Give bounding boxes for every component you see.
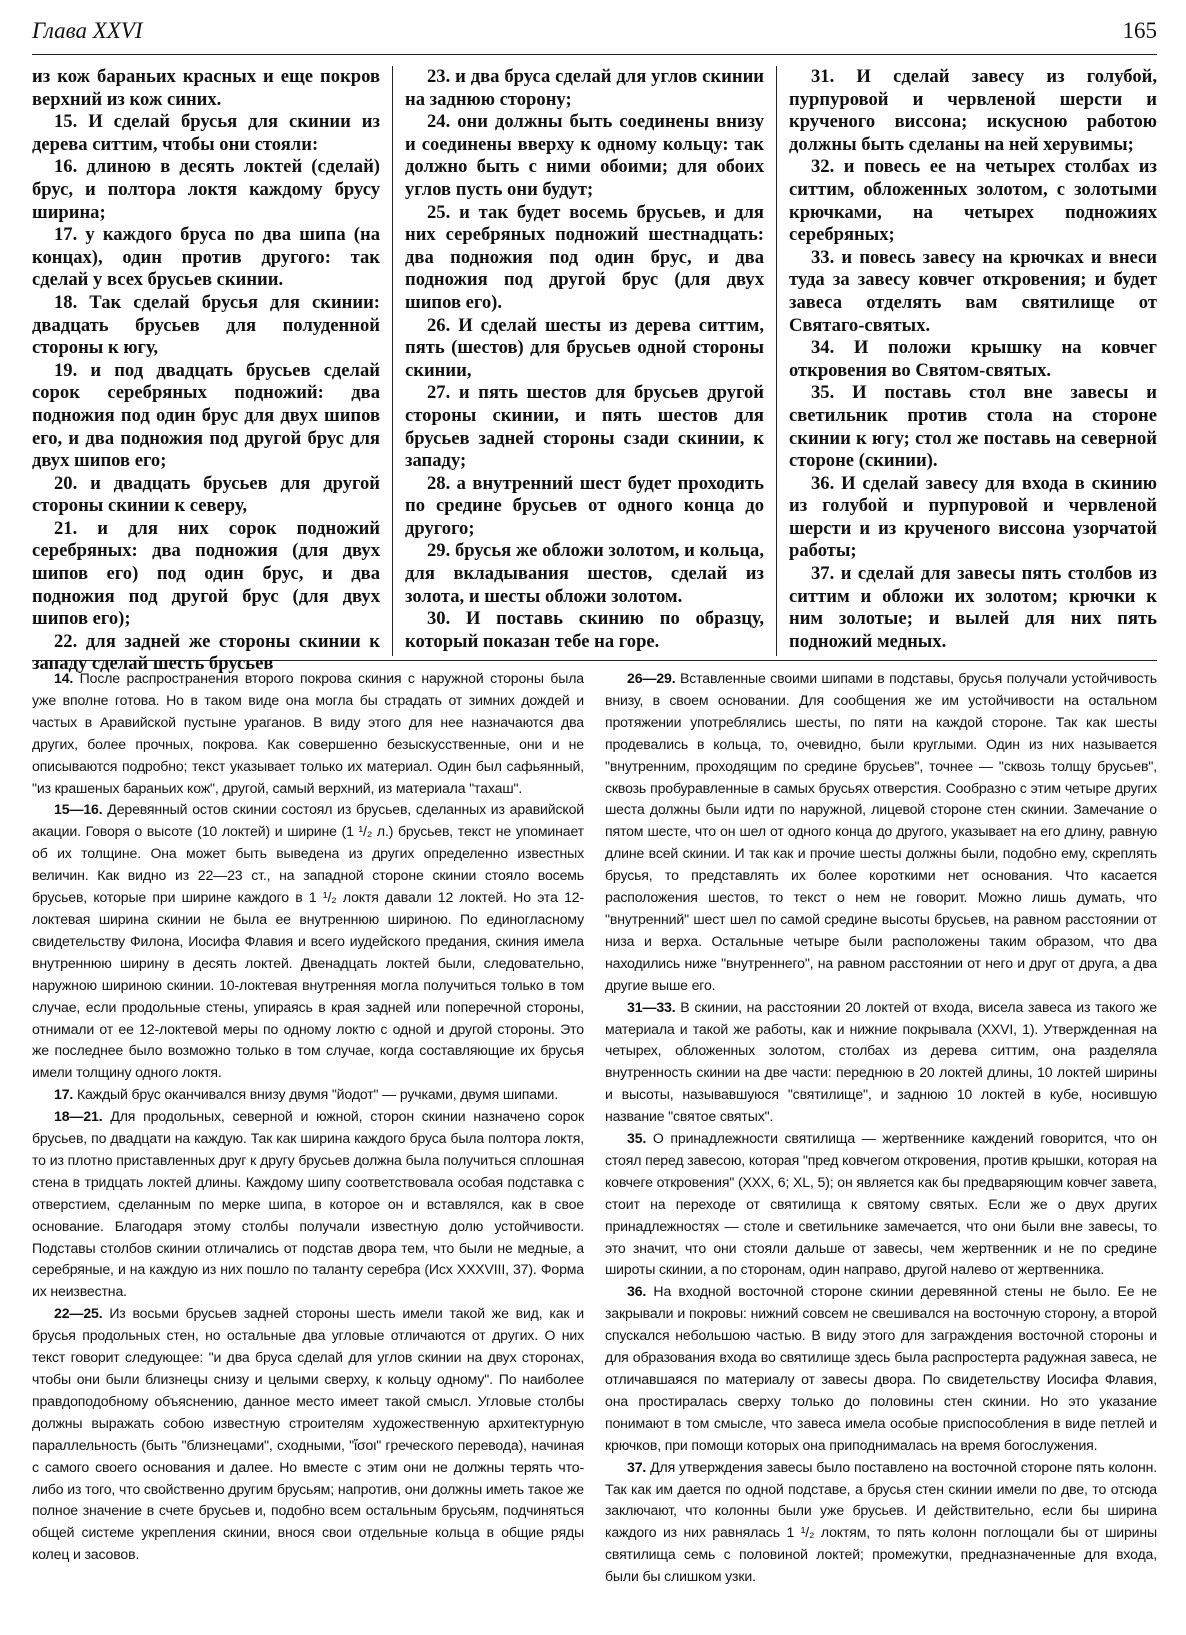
section-divider <box>32 660 1157 661</box>
verse-text: 34. И положи крышку на ковчег откровения во Святом-святых. <box>789 337 1157 381</box>
commentary-paragraph <box>605 1457 1157 1588</box>
verse-ref: 31—33. <box>627 998 676 1015</box>
verse-text: 18. Так сделай брусья для скинии: двадцать брусьев для полуденной стороны к югу, <box>32 291 380 359</box>
commentary-text: Для продольных, северной и южной, сторон скинии назначено сорок брусьев, по двадцати на каждую. Так как ширина каждого бруса была полтора локтя, то из плотно приставленных друг к другу брусьев должна была получиться сплошная стена в тридцать локтей длины. Каждому шипу соответствовала особая подставка с отверстием, сделанным по мерке шипа, в которое он и вставлялся, как в свое основание. Благодаря этому столбы получали известную долю устойчивости. Подставы столбов скинии отличались от подстав двора тем, что были не медные, а серебряные, и на каждую из них пошло по таланту серебра (Исх XXXVIII, 37). Форма их неизвестна. <box>32 1108 584 1300</box>
verse-text: 26. И сделай шесты из дерева ситтим, пять (шестов) для брусьев одной стороны скинии, <box>405 314 764 381</box>
commentary-paragraph <box>32 1084 584 1106</box>
verse-text: 37. и сделай для завесы пять столбов из ситтим и обложи их золотом; крючки к ним золотые; и вылей для них пять подножий медных. <box>789 563 1157 652</box>
verse-ref: 36. <box>627 1283 647 1300</box>
verse-text: 27. и пять шестов для брусьев другой стороны скинии, и пять шестов для брусьев задней стороны сзади скинии, к западу; <box>405 382 764 472</box>
verse-ref: 17. <box>54 1086 74 1103</box>
commentary-paragraph <box>32 668 584 799</box>
verse-text: 31. И сделай завесу из голубой, пурпуровой и червленой шерсти и крученого виссона; искусною работою должны быть сделаны на ней херувимы; <box>789 66 1157 155</box>
verse-text: 36. И сделай завесу для входа в скинию из голубой и пурпуровой и червленой шерсти и из крученого виссона узорчатой работы; <box>789 472 1157 562</box>
verse-text: 33. и повесь завесу на крючках и внеси туда за завесу ковчег откровения; и будет завеса отделять вам святилище от Святаго-святых. <box>789 246 1157 336</box>
commentary-paragraph <box>605 1128 1157 1281</box>
verse-text: 25. и так будет восемь брусьев, и для них серебряных подножий шестнадцать: два подножия под один брус, и два подножия под другой брус (для двух шипов его). <box>405 201 764 313</box>
commentary-text: Деревянный остов скинии состоял из брусьев, сделанных из аравийской акации. Говоря о высоте (10 локтей) и ширине (1 ¹/₂ л.) брусьев, текст не упоминает об их толщине. Она может быть выведена из других определенно известных величин. Как видно из 22—23 ст., на западной стороне скинии стояло восемь брусьев, которые при ширине каждого в 1 ¹/₂ локтя давали 12 локтей. Но эта 12-локтевая ширина скинии не была ее внутреннюю шириною. По единогласному свидетельству Филона, Иосифа Флавия и всего иудейского предания, скиния имела внутреннюю ширину в десять локтей. Двенадцать локтей были, следовательно, наружною шириною скинии. 10-локтевая внутренняя могла получиться только в том случае, если продольные стены, упираясь в края задней или поперечной стороны, отнимали от ее 12-локтевой меры по одному локтю с одной и другой стороны. Это же последнее было возможно только в том случае, когда составляющие их брусья имели толщину одного локтя. <box>32 801 584 1081</box>
verse-ref: 22—25. <box>54 1305 103 1322</box>
verse-text: 16. длиною в десять локтей (сделай) брус, и полтора локтя каждому брусу ширина; <box>32 156 380 223</box>
verse-text: 32. и повесь ее на четырех столбах из ситтим, обложенных золотом, с золотыми крючками, на четырех подножиях серебряных; <box>789 156 1157 246</box>
verse-column-2 <box>392 66 777 656</box>
commentary-text: В скинии, на расстоянии 20 локтей от входа, висела завеса из такого же материала и такой же работы, как и нижние покрывала (XXVI, 1). Утвержденная на четырех, обложенных золотом, столбах из дерева ситтим, она разделяла внутренность скинии на две части: переднюю в 20 локтей длины, 10 локтей ширины и высоты, называвшуюся "святилище", и заднюю 10 локтей в кубе, носившую название "святое святых". <box>605 998 1157 1125</box>
commentary-paragraph <box>605 997 1157 1128</box>
verse-text: 23. и два бруса сделай для углов скинии на заднюю сторону; <box>405 66 764 110</box>
verse-text: 22. для задней же стороны скинии к западу сделай шесть брусьев <box>32 630 380 675</box>
verse-text: 29. брусья же обложи золотом, и кольца, для вкладывания шестов, сделай из золота, и шесты обложи золотом. <box>405 540 764 607</box>
commentary-paragraph <box>605 668 1157 997</box>
commentary-text: После распространения второго покрова скиния с наружной стороны была уже вполне готова. Но в таком виде она могла бы страдать от зимних дождей и частых в Аравийской пустыне ураганов. В виду этого для нее назначаются два других, более прочных, покрова. Как совершенно безыскусственные, они и не описываются подробно; текст указывает только их материал. Один был сафьянный, "из крашеных бараньих кож", другой, самый верхний, из материала "тахаш". <box>32 670 584 796</box>
commentary-paragraph <box>32 1106 584 1303</box>
verse-ref: 37. <box>627 1458 647 1475</box>
verse-text: 17. у каждого бруса по два шипа (на концах), один против другого: так сделай у всех брусьев скинии. <box>32 224 380 291</box>
verse-text: 24. они должны быть соединены внизу и соединены вверху к одному кольцу: так должно быть с ними обоими; для обоих углов пусть они будут; <box>405 111 764 200</box>
verse-text: 30. И поставь скинию по образцу, который показан тебе на горе. <box>405 608 764 652</box>
scripture-verses <box>32 66 1157 675</box>
commentary-text: На входной восточной стороне скинии деревянной стены не было. Ее не закрывали и покровы: нижний совсем не свешивался на восточную сторону, а второй спускался небольшою частью. В виду этого для заграждения восточной стороны и для образования входа во святилище здесь была распростерта радужная завеса, не отличавшаяся по материалу от завесы двора. По свидетельству Иосифа Флавия, она простиралась сверху только до половины стен скинии. Но это указание понимают в том смысле, что завеса имела особые приспособления в виде петлей и крючков, при помощи которых она приподнималась на время богослужения. <box>605 1283 1157 1453</box>
commentary-text: Вставленные своими шипами в подставы, брусья получали устойчивость внизу, в своем основании. Для сообщения же им устойчивости на остальном протяжении употреблялись шесты, по пяти на каждой стороне. Так как шесты продевались в кольца, то, очевидно, были круглыми. Один из них называется "внутренним, проходящим по средине брусьев", точнее — "сквозь толщу брусьев", сквозь пробуравленные в самых брусьях отверстия. Сообразно с этим четыре других шеста должны были идти по наружной, лицевой стороне стен скинии. Замечание о пятом шесте, что он шел от одного конца до другого, указывает на его длину, равную длине всей скинии. И так как и прочие шесты должны были, подобно ему, скреплять брусья, то представлять их более короткими нет основания. Что касается расположения шестов, то текст о нем не говорит. Можно лишь думать, что "внутренний" шест шел по самой средине высоты брусьев, на равном расстоянии от низа и верха. Остальные четыре были расположены таким образом, что два находились ниже "внутреннего", на равном расстоянии от него и друг от друга, а два другие выше его. <box>605 670 1157 993</box>
commentary-text: Каждый брус оканчивался внизу двумя "йодот" — ручками, двумя шипами. <box>76 1086 559 1103</box>
verse-text: 19. и под двадцать брусьев сделай сорок серебряных подножий: два подножия под один брус для двух шипов его, и два подножия под другой брус для двух шипов его; <box>32 359 380 472</box>
chapter-title: Глава XXVI <box>32 18 143 43</box>
commentary-text: О принадлежности святилища — жертвеннике каждений говорится, что он стоял перед завесою, которая "пред ковчегом откровения, против крышки, которая на ковчеге откровения" (XXX, 6; XL, 5); он является как бы предваряющим ковчег завета, стоит на переходе от святилища к святому святых. Если же о двух других принадлежностях — столе и светильнике замечается, что они были вне завесы, то это значит, что они стояли дальше от завесы, чем жертвенник и не по средине широты скинии, а по сторонам, один направо, другой налево от жертвенника. <box>605 1130 1157 1278</box>
verse-ref: 35. <box>627 1130 647 1147</box>
verse-text: 15. И сделай брусья для скинии из дерева ситтим, чтобы они стояли: <box>32 111 380 155</box>
verse-column-3 <box>777 66 1157 656</box>
verse-text: 28. а внутренний шест будет проходить по средине брусьев от одного конца до другого; <box>405 472 764 539</box>
verse-text: из кож бараньих красных и еще покров верхний из кож синих. <box>32 66 380 110</box>
commentary-text: Из восьми брусьев задней стороны шесть имели такой же вид, как и брусья продольных стен, но остальные два угловые отличаются от других. О них текст говорит следующее: "и два бруса сделай для углов скинии на двух сторонах, чтобы они были близнецы снизу и целыми сверху, к кольцу одному". По наиболее правдоподобному объяснению, данное место имеет такой смысл. Угловые столбы должны выражать собою известную строителям художественную архитектурную параллельность (быть "близнецами", сходными, "ἴσοι" греческого перевода), начиная с самого своего основания и далее. Но вместе с этим они не должны терять что-либо из того, что свойственно другим брусьям; напротив, они должны иметь такое же полное значение в счете брусьев и, подобно всем остальным брусьям, подчиняться общей системе укрепления скинии, внося свои отдельные кольца в общие ряды колец и засовов. <box>32 1305 584 1563</box>
verse-text: 21. и для них сорок подножий серебряных: два подножия (для двух шипов его) под один брус, и два подножия под другой брус (для двух шипов его); <box>32 517 380 630</box>
page-header <box>32 14 1157 55</box>
verse-text: 20. и двадцать брусьев для другой стороны скинии к северу, <box>32 472 380 517</box>
commentary-column-right <box>605 668 1157 1588</box>
commentary-paragraph <box>32 1303 584 1566</box>
verse-ref: 15—16. <box>54 801 103 818</box>
verse-ref: 26—29. <box>627 670 676 686</box>
commentary-column-left <box>32 668 584 1588</box>
commentary-paragraph <box>605 1281 1157 1456</box>
commentary-text: Для утверждения завесы было поставлено на восточной стороне пять колонн. Так как им дается по одной подставе, а брусья стен скинии имели по две, то отсюда заключают, что колонны были уже брусьев. И действительно, если бы ширина каждого из них равнялась 1 ¹/₂ локтям, то пять колонн поглощали бы от ширины святилища семь с половиной локтей; промежутки, предназначенные для входа, были бы слишком узки. <box>605 1458 1157 1585</box>
verse-text: 35. И поставь стол вне завесы и светильник против стола на стороне скинии к югу; стол же поставь на северной стороне (скинии). <box>789 382 1157 472</box>
page-number: 165 <box>1122 18 1157 43</box>
verse-column-1 <box>32 66 392 675</box>
verse-ref: 14. <box>54 670 74 686</box>
verse-ref: 18—21. <box>54 1108 103 1125</box>
commentary <box>32 668 1157 1588</box>
commentary-paragraph <box>32 799 584 1084</box>
